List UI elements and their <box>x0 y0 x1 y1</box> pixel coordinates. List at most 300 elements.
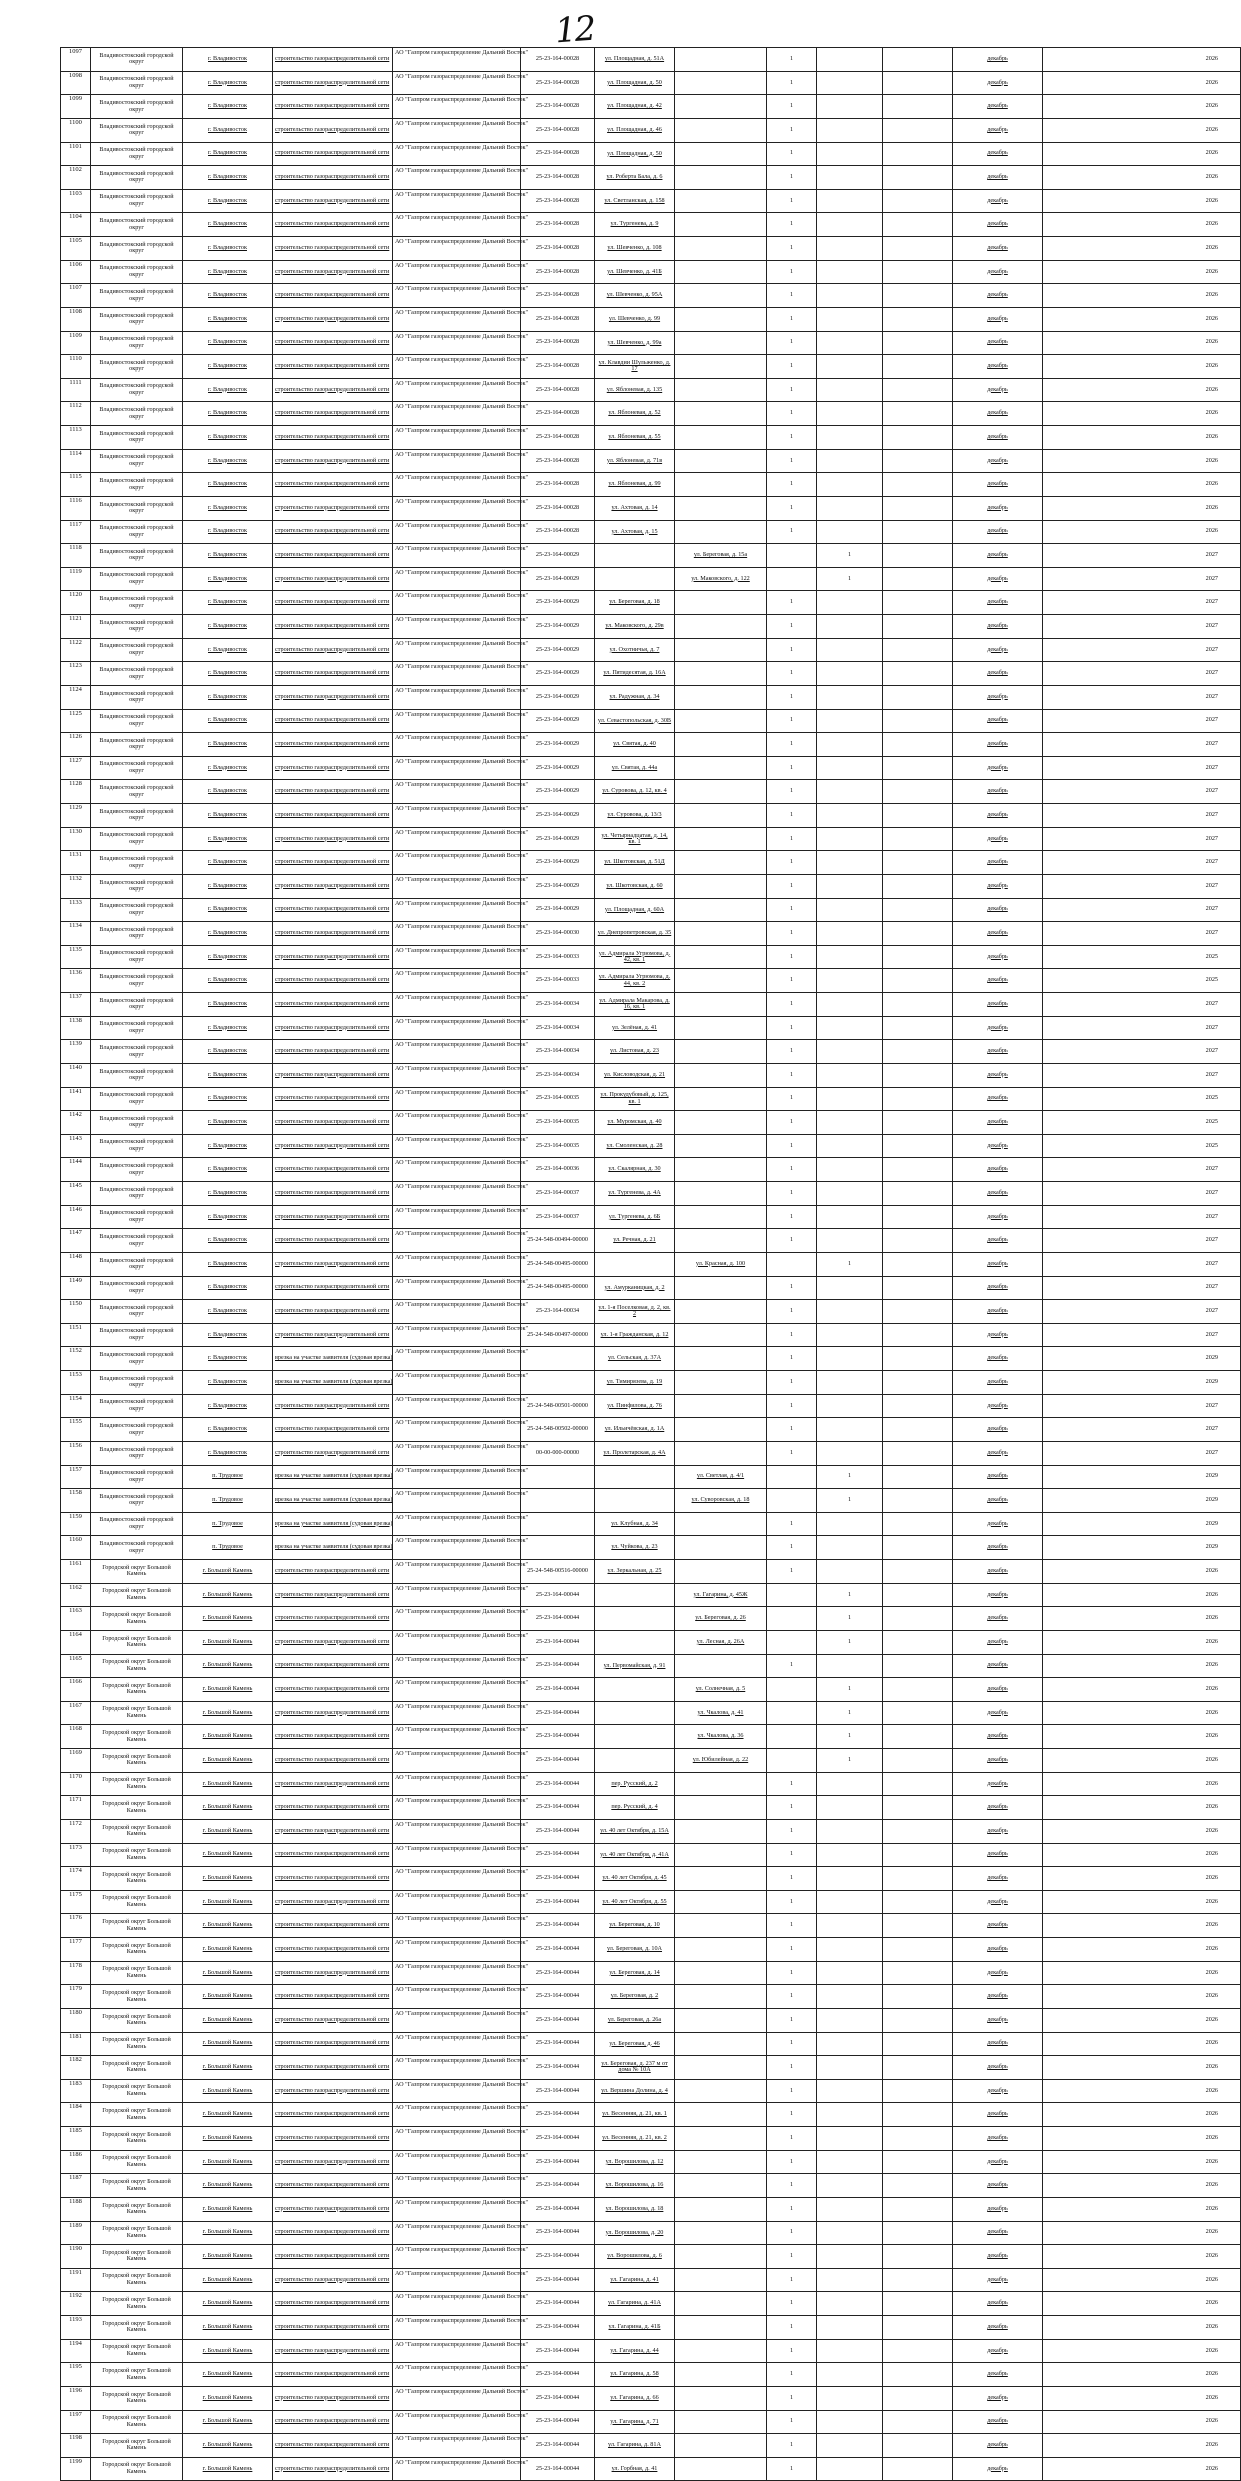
cell-year: 2026 <box>1043 71 1241 95</box>
cell-address-alt <box>675 1323 767 1347</box>
cell-quantity: 1 <box>767 1371 817 1395</box>
table-row <box>61 1276 1241 1300</box>
cell-contractor: АО "Газпром газораспределение Дальний Восток" <box>393 95 521 119</box>
cell-work-type: строительство газораспределительной сети <box>273 1985 393 2009</box>
cell-municipality: Владивостокский городской округ <box>91 851 183 875</box>
cell-address-alt: ул. Солнечная, д. 5 <box>675 1678 767 1702</box>
cell-cadastral-number: 25-24-548-00502-00000 <box>521 1418 595 1442</box>
cell-quantity: 1 <box>767 1158 817 1182</box>
cell-address-alt <box>675 615 767 639</box>
cell-quantity-alt <box>817 685 883 709</box>
cell-quantity-alt <box>817 922 883 946</box>
cell-work-type: строительство газораспределительной сети <box>273 1205 393 1229</box>
cell-address: ул. Весенняя, д. 21, кв. 1 <box>595 2103 675 2127</box>
cell-cadastral-number: 25-23-164-00044 <box>521 1961 595 1985</box>
cell-address-alt <box>675 2363 767 2387</box>
cell-cadastral-number: 25-23-164-00044 <box>521 1890 595 1914</box>
cell-address-alt <box>675 2197 767 2221</box>
cell-quantity: 1 <box>767 95 817 119</box>
cell-address-alt: ул. Береговая, д. 26 <box>675 1607 767 1631</box>
cell-quantity-extra <box>883 567 953 591</box>
cell-work-type: строительство газораспределительной сети <box>273 496 393 520</box>
cell-quantity: 1 <box>767 2410 817 2434</box>
cell-quantity: 1 <box>767 922 817 946</box>
cell-year: 2026 <box>1043 496 1241 520</box>
table-row <box>61 1819 1241 1843</box>
cell-cadastral-number: 25-23-164-00044 <box>521 2363 595 2387</box>
cell-municipality: Владивостокский городской округ <box>91 1371 183 1395</box>
cell-cadastral-number: 25-24-548-00494-00000 <box>521 1229 595 1253</box>
cell-municipality: Городской округ Большой Камень <box>91 1607 183 1631</box>
cell-address-alt <box>675 1229 767 1253</box>
cell-contractor: АО "Газпром газораспределение Дальний Восток" <box>393 1040 521 1064</box>
cell-settlement: г. Большой Камень <box>183 2056 273 2080</box>
cell-contractor: АО "Газпром газораспределение Дальний Восток" <box>393 1182 521 1206</box>
table-row <box>61 1371 1241 1395</box>
cell-contractor: АО "Газпром газораспределение Дальний Восток" <box>393 1914 521 1938</box>
cell-month: декабрь <box>953 1111 1043 1135</box>
cell-settlement: г. Владивосток <box>183 166 273 190</box>
cell-quantity-alt: 1 <box>817 1607 883 1631</box>
cell-quantity <box>767 1630 817 1654</box>
cell-row-number: 1102 <box>61 166 91 190</box>
cell-row-number: 1168 <box>61 1725 91 1749</box>
cell-year: 2026 <box>1043 2127 1241 2151</box>
cell-settlement: г. Владивосток <box>183 898 273 922</box>
cell-contractor: АО "Газпром газораспределение Дальний Восток" <box>393 2221 521 2245</box>
cell-quantity-extra <box>883 378 953 402</box>
cell-address: ул. Чуйкова, д. 23 <box>595 1536 675 1560</box>
cell-address: ул. Гагарина, д. 41 <box>595 2268 675 2292</box>
cell-contractor: АО "Газпром газораспределение Дальний Восток" <box>393 2245 521 2269</box>
cell-quantity-alt <box>817 827 883 851</box>
cell-contractor: АО "Газпром газораспределение Дальний Восток" <box>393 1843 521 1867</box>
cell-quantity: 1 <box>767 1536 817 1560</box>
cell-month: декабрь <box>953 2386 1043 2410</box>
cell-municipality: Владивостокский городской округ <box>91 638 183 662</box>
cell-settlement: г. Владивосток <box>183 945 273 969</box>
cell-cadastral-number: 25-23-164-00028 <box>521 284 595 308</box>
cell-month: декабрь <box>953 1229 1043 1253</box>
table-row <box>61 142 1241 166</box>
cell-quantity <box>767 567 817 591</box>
cell-quantity-extra <box>883 1489 953 1513</box>
cell-work-type: строительство газораспределительной сети <box>273 1843 393 1867</box>
cell-municipality: Владивостокский городской округ <box>91 1016 183 1040</box>
cell-municipality: Городской округ Большой Камень <box>91 2174 183 2198</box>
cell-address: ул. Ворошилова, д. 6 <box>595 2245 675 2269</box>
cell-address: ул. 1-я Поселковая, д. 2, кв. 2 <box>595 1300 675 1324</box>
cell-year: 2027 <box>1043 993 1241 1017</box>
cell-quantity-extra <box>883 898 953 922</box>
cell-work-type: строительство газораспределительной сети <box>273 1654 393 1678</box>
cell-quantity: 1 <box>767 945 817 969</box>
cell-work-type: строительство газораспределительной сети <box>273 1229 393 1253</box>
cell-quantity: 1 <box>767 2457 817 2481</box>
cell-year: 2029 <box>1043 1371 1241 1395</box>
cell-quantity-alt <box>817 2127 883 2151</box>
cell-row-number: 1097 <box>61 48 91 72</box>
cell-quantity-extra <box>883 213 953 237</box>
cell-contractor: АО "Газпром газораспределение Дальний Восток" <box>393 2434 521 2458</box>
cell-address: ул. Четырнадцатая, д. 14, кв. 1 <box>595 827 675 851</box>
cell-address: ул. Ахтовая, д. 14 <box>595 496 675 520</box>
cell-month: декабрь <box>953 1796 1043 1820</box>
table-row <box>61 48 1241 72</box>
cell-address-alt <box>675 874 767 898</box>
cell-contractor: АО "Газпром газораспределение Дальний Восток" <box>393 567 521 591</box>
cell-quantity: 1 <box>767 378 817 402</box>
cell-month: декабрь <box>953 969 1043 993</box>
cell-quantity: 1 <box>767 2339 817 2363</box>
cell-address: ул. Ахтовая, д. 15 <box>595 520 675 544</box>
cell-cadastral-number: 25-23-164-00034 <box>521 1040 595 1064</box>
cell-municipality: Городской округ Большой Камень <box>91 1890 183 1914</box>
cell-address-alt: ул. Береговая, д. 15а <box>675 544 767 568</box>
cell-cadastral-number <box>521 1347 595 1371</box>
cell-row-number: 1121 <box>61 615 91 639</box>
cell-municipality: Городской округ Большой Камень <box>91 2363 183 2387</box>
cell-settlement: г. Владивосток <box>183 1418 273 1442</box>
cell-month: декабрь <box>953 1701 1043 1725</box>
cell-work-type: строительство газораспределительной сети <box>273 638 393 662</box>
cell-year: 2026 <box>1043 1630 1241 1654</box>
cell-quantity: 1 <box>767 591 817 615</box>
table-row <box>61 2174 1241 2198</box>
cell-settlement: г. Владивосток <box>183 1111 273 1135</box>
cell-address-alt <box>675 1890 767 1914</box>
cell-quantity-extra <box>883 1016 953 1040</box>
cell-work-type: строительство газораспределительной сети <box>273 402 393 426</box>
cell-municipality: Городской округ Большой Камень <box>91 2245 183 2269</box>
cell-contractor: АО "Газпром газораспределение Дальний Восток" <box>393 615 521 639</box>
table-row <box>61 638 1241 662</box>
cell-settlement: г. Большой Камень <box>183 2316 273 2340</box>
cell-month: декабрь <box>953 1182 1043 1206</box>
cell-cadastral-number: 25-23-164-00044 <box>521 1725 595 1749</box>
cell-municipality: Владивостокский городской округ <box>91 166 183 190</box>
cell-settlement: г. Владивосток <box>183 1158 273 1182</box>
cell-cadastral-number: 25-23-164-00029 <box>521 780 595 804</box>
cell-month: декабрь <box>953 1890 1043 1914</box>
cell-contractor: АО "Газпром газораспределение Дальний Восток" <box>393 449 521 473</box>
cell-row-number: 1173 <box>61 1843 91 1867</box>
cell-quantity-extra <box>883 1630 953 1654</box>
cell-settlement: г. Владивосток <box>183 284 273 308</box>
cell-work-type: строительство газораспределительной сети <box>273 1772 393 1796</box>
cell-contractor: АО "Газпром газораспределение Дальний Восток" <box>393 2008 521 2032</box>
cell-quantity-extra <box>883 284 953 308</box>
cell-row-number: 1178 <box>61 1961 91 1985</box>
cell-row-number: 1133 <box>61 898 91 922</box>
cell-quantity-alt <box>817 1111 883 1135</box>
cell-year: 2025 <box>1043 1087 1241 1111</box>
cell-settlement: г. Большой Камень <box>183 2292 273 2316</box>
cell-quantity-alt <box>817 1914 883 1938</box>
cell-address-alt <box>675 355 767 379</box>
cell-quantity-alt <box>817 1229 883 1253</box>
cell-address: ул. Горбная, д. 41 <box>595 2457 675 2481</box>
cell-cadastral-number: 25-23-164-00044 <box>521 1985 595 2009</box>
cell-cadastral-number: 25-23-164-00029 <box>521 662 595 686</box>
cell-work-type: строительство газораспределительной сети <box>273 1583 393 1607</box>
cell-work-type: строительство газораспределительной сети <box>273 1725 393 1749</box>
cell-quantity: 1 <box>767 331 817 355</box>
cell-year: 2027 <box>1043 1276 1241 1300</box>
cell-month: декабрь <box>953 1441 1043 1465</box>
cell-address <box>595 1630 675 1654</box>
cell-quantity: 1 <box>767 213 817 237</box>
cell-row-number: 1119 <box>61 567 91 591</box>
cell-quantity-extra <box>883 733 953 757</box>
cell-settlement: г. Большой Камень <box>183 2434 273 2458</box>
cell-row-number: 1148 <box>61 1252 91 1276</box>
cell-quantity-alt <box>817 1205 883 1229</box>
cell-year: 2027 <box>1043 662 1241 686</box>
cell-month: декабрь <box>953 95 1043 119</box>
table-row <box>61 378 1241 402</box>
cell-year: 2026 <box>1043 426 1241 450</box>
cell-month: декабрь <box>953 1914 1043 1938</box>
cell-quantity-extra <box>883 237 953 261</box>
cell-address-alt <box>675 1843 767 1867</box>
cell-address: ул. Яблоневая, д. 71в <box>595 449 675 473</box>
cell-address-alt <box>675 709 767 733</box>
cell-month: декабрь <box>953 1063 1043 1087</box>
cell-address: ул. 40 лет Октября, д. 45 <box>595 1867 675 1891</box>
cell-settlement: г. Большой Камень <box>183 2150 273 2174</box>
cell-row-number: 1107 <box>61 284 91 308</box>
cell-cadastral-number <box>521 1371 595 1395</box>
cell-quantity: 1 <box>767 48 817 72</box>
cell-year: 2027 <box>1043 780 1241 804</box>
cell-cadastral-number: 25-23-164-00044 <box>521 2410 595 2434</box>
table-row <box>61 567 1241 591</box>
cell-cadastral-number: 25-23-164-00028 <box>521 48 595 72</box>
table-row <box>61 2386 1241 2410</box>
cell-row-number: 1129 <box>61 804 91 828</box>
table-row <box>61 95 1241 119</box>
cell-settlement: г. Большой Камень <box>183 2127 273 2151</box>
cell-cadastral-number: 25-23-164-00044 <box>521 2221 595 2245</box>
cell-contractor: АО "Газпром газораспределение Дальний Восток" <box>393 1276 521 1300</box>
cell-address-alt <box>675 1276 767 1300</box>
cell-quantity-extra <box>883 1063 953 1087</box>
cell-quantity-alt <box>817 591 883 615</box>
cell-address: ул. Береговая, д. 26а <box>595 2008 675 2032</box>
cell-quantity: 1 <box>767 1182 817 1206</box>
cell-settlement: г. Владивосток <box>183 1205 273 1229</box>
cell-settlement: г. Большой Камень <box>183 2174 273 2198</box>
cell-settlement: г. Большой Камень <box>183 2079 273 2103</box>
table-row <box>61 1347 1241 1371</box>
cell-work-type: строительство газораспределительной сети <box>273 449 393 473</box>
cell-address-alt <box>675 1819 767 1843</box>
cell-month: декабрь <box>953 48 1043 72</box>
cell-year: 2027 <box>1043 1040 1241 1064</box>
cell-municipality: Владивостокский городской округ <box>91 402 183 426</box>
cell-address: ул. Гагарина, д. 71 <box>595 2410 675 2434</box>
cell-row-number: 1179 <box>61 1985 91 2009</box>
table-row <box>61 2056 1241 2080</box>
cell-row-number: 1104 <box>61 213 91 237</box>
cell-quantity-alt <box>817 402 883 426</box>
cell-municipality: Владивостокский городской округ <box>91 355 183 379</box>
cell-cadastral-number: 25-23-164-00028 <box>521 496 595 520</box>
cell-year: 2026 <box>1043 1583 1241 1607</box>
cell-address-alt <box>675 733 767 757</box>
cell-address-alt <box>675 496 767 520</box>
cell-quantity-alt: 1 <box>817 544 883 568</box>
cell-contractor: АО "Газпром газораспределение Дальний Восток" <box>393 1371 521 1395</box>
table-row <box>61 1938 1241 1962</box>
cell-row-number: 1171 <box>61 1796 91 1820</box>
cell-quantity-alt <box>817 473 883 497</box>
cell-work-type: строительство газораспределительной сети <box>273 1158 393 1182</box>
cell-quantity <box>767 544 817 568</box>
cell-quantity-extra <box>883 2339 953 2363</box>
cell-month: декабрь <box>953 1252 1043 1276</box>
cell-contractor: АО "Газпром газораспределение Дальний Восток" <box>393 827 521 851</box>
cell-year: 2026 <box>1043 142 1241 166</box>
cell-contractor: АО "Газпром газораспределение Дальний Восток" <box>393 662 521 686</box>
cell-contractor: АО "Газпром газораспределение Дальний Восток" <box>393 378 521 402</box>
cell-year: 2027 <box>1043 567 1241 591</box>
cell-quantity: 1 <box>767 2174 817 2198</box>
cell-address: ул. Пинфилова, д. 76 <box>595 1394 675 1418</box>
cell-row-number: 1111 <box>61 378 91 402</box>
cell-address: ул. Площадная, д. 60А <box>595 898 675 922</box>
cell-quantity-extra <box>883 544 953 568</box>
cell-cadastral-number: 25-23-164-00044 <box>521 2457 595 2481</box>
cell-address-alt <box>675 48 767 72</box>
cell-cadastral-number: 25-23-164-00028 <box>521 426 595 450</box>
cell-cadastral-number: 25-23-164-00044 <box>521 1749 595 1773</box>
cell-address-alt <box>675 378 767 402</box>
cell-month: декабрь <box>953 449 1043 473</box>
cell-row-number: 1141 <box>61 1087 91 1111</box>
cell-contractor: АО "Газпром газораспределение Дальний Восток" <box>393 2174 521 2198</box>
cell-work-type: строительство газораспределительной сети <box>273 1961 393 1985</box>
cell-address: ул. Гагарина, д. 44 <box>595 2339 675 2363</box>
cell-contractor: АО "Газпром газораспределение Дальний Восток" <box>393 2292 521 2316</box>
cell-contractor: АО "Газпром газораспределение Дальний Восток" <box>393 1394 521 1418</box>
cell-settlement: г. Владивосток <box>183 615 273 639</box>
table-row <box>61 733 1241 757</box>
cell-quantity <box>767 1701 817 1725</box>
cell-contractor: АО "Газпром газораспределение Дальний Восток" <box>393 2197 521 2221</box>
cell-quantity-alt <box>817 851 883 875</box>
cell-quantity-extra <box>883 1701 953 1725</box>
cell-quantity-extra <box>883 2363 953 2387</box>
cell-year: 2026 <box>1043 402 1241 426</box>
cell-address-alt <box>675 118 767 142</box>
table-row <box>61 1063 1241 1087</box>
cell-month: декабрь <box>953 1938 1043 1962</box>
cell-quantity-extra <box>883 2079 953 2103</box>
cell-contractor: АО "Газпром газораспределение Дальний Восток" <box>393 118 521 142</box>
cell-address-alt <box>675 2127 767 2151</box>
cell-quantity: 1 <box>767 284 817 308</box>
table-row <box>61 473 1241 497</box>
cell-quantity-alt: 1 <box>817 1465 883 1489</box>
cell-contractor: АО "Газпром газораспределение Дальний Восток" <box>393 213 521 237</box>
cell-quantity-extra <box>883 118 953 142</box>
cell-quantity-alt: 1 <box>817 567 883 591</box>
cell-address: ул. Шевченко, д. 99а <box>595 331 675 355</box>
cell-row-number: 1124 <box>61 685 91 709</box>
cell-address <box>595 1725 675 1749</box>
cell-row-number: 1113 <box>61 426 91 450</box>
cell-municipality: Владивостокский городской округ <box>91 1418 183 1442</box>
cell-quantity: 1 <box>767 898 817 922</box>
cell-year: 2026 <box>1043 2056 1241 2080</box>
cell-municipality: Городской округ Большой Камень <box>91 2457 183 2481</box>
cell-contractor: АО "Газпром газораспределение Дальний Восток" <box>393 1607 521 1631</box>
cell-year: 2026 <box>1043 1914 1241 1938</box>
cell-address-alt <box>675 426 767 450</box>
cell-quantity-extra <box>883 2103 953 2127</box>
cell-settlement: г. Владивосток <box>183 567 273 591</box>
cell-municipality: Владивостокский городской округ <box>91 142 183 166</box>
cell-row-number: 1115 <box>61 473 91 497</box>
cell-municipality: Владивостокский городской округ <box>91 237 183 261</box>
cell-month: декабрь <box>953 709 1043 733</box>
cell-work-type: строительство газораспределительной сети <box>273 213 393 237</box>
cell-quantity-extra <box>883 1654 953 1678</box>
cell-quantity-extra <box>883 260 953 284</box>
cell-cadastral-number: 25-23-164-00028 <box>521 237 595 261</box>
table-row <box>61 1418 1241 1442</box>
table-row <box>61 2079 1241 2103</box>
cell-year: 2026 <box>1043 2363 1241 2387</box>
cell-municipality: Владивостокский городской округ <box>91 874 183 898</box>
cell-quantity-alt <box>817 520 883 544</box>
cell-row-number: 1161 <box>61 1560 91 1584</box>
cell-cadastral-number: 25-23-164-00044 <box>521 1843 595 1867</box>
cell-quantity-extra <box>883 1205 953 1229</box>
cell-month: декабрь <box>953 1371 1043 1395</box>
cell-contractor: АО "Газпром газораспределение Дальний Восток" <box>393 591 521 615</box>
cell-work-type: строительство газораспределительной сети <box>273 142 393 166</box>
cell-settlement: г. Владивосток <box>183 709 273 733</box>
cell-contractor: АО "Газпром газораспределение Дальний Восток" <box>393 402 521 426</box>
cell-work-type: строительство газораспределительной сети <box>273 1016 393 1040</box>
cell-quantity: 1 <box>767 118 817 142</box>
cell-row-number: 1164 <box>61 1630 91 1654</box>
cell-address-alt <box>675 993 767 1017</box>
cell-quantity-extra <box>883 189 953 213</box>
cell-municipality: Владивостокский городской округ <box>91 496 183 520</box>
cell-year: 2026 <box>1043 189 1241 213</box>
table-row <box>61 1772 1241 1796</box>
cell-contractor: АО "Газпром газораспределение Дальний Восток" <box>393 142 521 166</box>
cell-contractor: АО "Газпром газораспределение Дальний Восток" <box>393 331 521 355</box>
cell-cadastral-number: 25-23-164-00044 <box>521 2150 595 2174</box>
cell-contractor: АО "Газпром газораспределение Дальний Восток" <box>393 709 521 733</box>
cell-quantity-alt <box>817 1819 883 1843</box>
cell-year: 2027 <box>1043 898 1241 922</box>
cell-work-type: строительство газораспределительной сети <box>273 993 393 1017</box>
cell-cadastral-number: 25-23-164-00028 <box>521 449 595 473</box>
table-row <box>61 496 1241 520</box>
cell-contractor: АО "Газпром газораспределение Дальний Восток" <box>393 1323 521 1347</box>
cell-quantity: 1 <box>767 638 817 662</box>
cell-address-alt: ул. Чкалова, д. 41 <box>675 1701 767 1725</box>
cell-address <box>595 1678 675 1702</box>
cell-row-number: 1125 <box>61 709 91 733</box>
cell-contractor: АО "Газпром газораспределение Дальний Восток" <box>393 804 521 828</box>
